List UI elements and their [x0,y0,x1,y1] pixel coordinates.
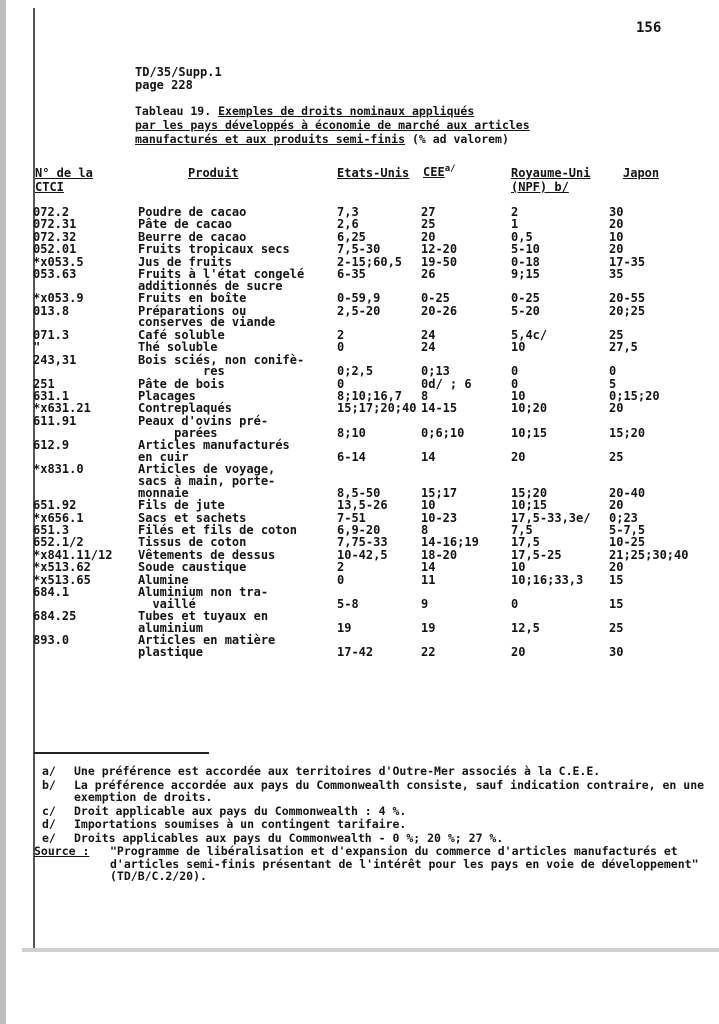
caption-title-part-2: par les pays développés à économie de marché aux articles [135,118,530,132]
product-cell: Jus de fruits [138,254,232,269]
table-caption [135,104,695,146]
footnote [34,779,714,804]
us-duty-cell: 19 [337,620,352,635]
uk-duty-cell: 0 [511,376,519,391]
scan-bottom-edge [22,948,719,952]
us-duty-cell: 2 [337,327,345,342]
footnote-text: Droit applicable aux pays du Commonwealth : 4 %. [74,803,407,818]
ctci-code-cell: 651.3 [33,523,70,538]
japan-duty-cell: 20-40 [609,485,646,500]
caption-line-2 [135,118,695,132]
product-cell: Articles manufacturés en cuir [138,438,290,464]
ctci-code-cell: *x053.5 [33,254,84,269]
cee-duty-cell: 12-20 [421,242,458,257]
product-cell: Sacs et sachets [138,510,247,525]
ctci-code-cell: 072.31 [33,217,77,232]
cee-duty-cell: 19-50 [421,254,458,269]
column-header-japan [623,166,659,180]
cee-duty-cell: 14-15 [421,401,458,416]
table-body [0,207,719,660]
table-row [0,413,719,440]
ctci-code-cell: 243,31 [33,352,77,367]
japan-duty-cell: 20 [609,217,624,232]
us-duty-cell: 6,9-20 [337,523,381,538]
ctci-code-cell: *x513.65 [33,572,91,587]
product-cell: Tissus de coton [138,535,247,550]
page-number: 156 [636,20,662,36]
uk-duty-cell: 0,5 [511,229,533,244]
cee-duty-cell: 24 [421,340,436,355]
japan-duty-cell: 0 [609,364,617,379]
footnote-text: Droits applicables aux pays du Commonwealth - 0 %; 20 %; 27 %. [74,830,504,845]
footnote-rule [34,752,209,754]
us-duty-cell: 8;10 [337,425,366,440]
us-duty-cell: 2,6 [337,217,359,232]
cee-duty-cell: 11 [421,572,436,587]
japan-duty-cell: 20 [609,498,624,513]
uk-header-line-1: Royaume-Uni [511,166,591,180]
uk-duty-cell: 17,5-33,3e/ [511,510,591,525]
us-duty-cell: 0;2,5 [337,364,374,379]
column-header-cee [423,162,456,179]
japan-duty-cell: 10 [609,229,624,244]
product-cell: Alumine [138,572,189,587]
japan-header-text: Japon [623,166,660,180]
japan-duty-cell: 15;20 [609,425,646,440]
ctci-code-cell: *x831.0 [33,462,84,477]
footnote-mark: b/ [42,777,56,792]
product-cell: Articles en matière plastique [138,633,276,660]
product-cell: Bois sciés, non conifè- res [138,352,305,379]
cee-duty-cell: 0-25 [421,291,450,306]
japan-duty-cell: 30 [609,645,624,660]
ctci-code-cell: *x656.1 [33,510,84,525]
japan-duty-cell: 5 [609,376,617,391]
uk-duty-cell: 15;20 [511,485,548,500]
uk-duty-cell: 0 [511,364,519,379]
uk-duty-cell: 5-20 [511,303,540,318]
caption-line-3 [135,132,695,146]
ctci-code-cell: 651.92 [33,498,77,513]
japan-duty-cell: 17-35 [609,254,646,269]
us-duty-cell: 13,5-26 [337,498,388,513]
cee-duty-cell: 14-16;19 [421,535,479,550]
japan-duty-cell: 30 [609,205,624,219]
table-row [0,403,719,415]
japan-duty-cell: 21;25;30;40 [609,547,689,562]
caption-unit: (% ad valorem) [405,132,509,146]
cee-duty-cell: 14 [421,449,436,464]
japan-duty-cell: 15 [609,596,624,611]
cee-duty-cell: 27 [421,205,436,219]
cee-footnote-mark: a/ [444,164,456,174]
ctci-header-line-1: N° de la [35,166,93,180]
footnote-text: Une préférence est accordée aux territoires d'Outre-Mer associés à la C.E.E. [74,764,601,778]
uk-duty-cell: 2 [511,205,519,219]
us-duty-cell: 0 [337,572,345,587]
us-duty-cell: 0 [337,376,345,391]
uk-duty-cell: 5,4c/ [511,327,548,342]
uk-duty-cell: 0 [511,596,519,611]
table-row [0,635,719,659]
product-cell: Préparations ou conserves de viande [138,303,276,330]
us-duty-cell: 17-42 [337,645,374,660]
uk-duty-cell: 20 [511,645,526,660]
product-cell: Fruits en boîte [138,291,247,306]
product-cell: Vêtements de dessus [138,547,276,562]
japan-duty-cell: 0;23 [609,510,638,525]
cee-duty-cell: 14 [421,560,436,575]
uk-duty-cell: 10 [511,560,526,575]
japan-duty-cell: 27,5 [609,340,638,355]
cee-duty-cell: 19 [421,620,436,635]
ctci-code-cell: 072.2 [33,205,70,219]
product-cell: Aluminium non tra- vaillé [138,584,269,611]
product-cell: Pâte de cacao [138,217,232,232]
product-cell: Fils de jute [138,498,225,513]
cee-duty-cell: 10 [421,498,436,513]
ctci-code-cell: 893.0 [33,633,70,648]
cee-header-text: CEE [423,165,445,179]
footnote-text: "Programme de libéralisation et d'expansion du commerce d'articles manufacturés et d'articles semi-finis présentant de l'intérêt pour les pays en voie de développement" (TD/B/C.2/20). [110,844,699,883]
uk-duty-cell: 1 [511,217,519,232]
caption-title-part-1: Exemples de droits nominaux appliqués [218,104,475,118]
product-cell: Café soluble [138,327,225,342]
uk-duty-cell: 5-10 [511,242,540,257]
uk-duty-cell: 9;15 [511,266,540,281]
source-note [34,845,714,883]
table-row [0,440,719,464]
product-cell: Fruits à l'état congelé additionnés de sucre [138,266,305,293]
us-duty-cell: 2,5-20 [337,303,381,318]
cee-duty-cell: 26 [421,266,436,281]
japan-duty-cell: 20 [609,560,624,575]
ctci-code-cell: 612.9 [33,438,70,453]
document-page-label: page 228 [135,78,193,92]
uk-duty-cell: 0-25 [511,291,540,306]
product-header-text: Produit [188,166,239,180]
japan-duty-cell: 0;15;20 [609,389,660,404]
footnote-text: Importations soumises à un contingent tarifaire. [74,817,407,831]
us-duty-cell: 8;10;16,7 [337,389,403,404]
table-row [0,266,719,293]
footnote-mark: c/ [42,803,56,818]
table-row [0,303,719,330]
japan-duty-cell: 10-25 [609,535,646,550]
cee-duty-cell: 20 [421,229,436,244]
product-cell: Fruits tropicaux secs [138,242,290,257]
cee-duty-cell: 10-23 [421,510,458,525]
us-duty-cell: 7,3 [337,205,359,219]
uk-duty-cell: 7,5 [511,523,533,538]
japan-duty-cell: 35 [609,266,624,281]
footnote-mark: e/ [42,830,56,845]
uk-duty-cell: 10;16;33,3 [511,572,584,587]
uk-duty-cell: 10;20 [511,401,548,416]
japan-duty-cell: 25 [609,620,624,635]
cee-duty-cell: 25 [421,217,436,232]
ctci-code-cell: 631.1 [33,389,70,404]
ctci-code-cell: *x053.9 [33,291,84,306]
product-cell: Placages [138,389,196,404]
japan-duty-cell: 15 [609,572,624,587]
ctci-code-cell: 611.91 [33,413,77,428]
column-header-uk [511,166,590,194]
caption-line-1 [135,104,695,118]
ctci-code-cell: " [33,340,41,355]
uk-duty-cell: 20 [511,449,526,464]
ctci-code-cell: 652.1/2 [33,535,84,550]
cee-duty-cell: 8 [421,523,429,538]
cee-duty-cell: 24 [421,327,436,342]
cee-duty-cell: 20-26 [421,303,458,318]
cee-duty-cell: 18-20 [421,547,458,562]
japan-duty-cell: 5-7,5 [609,523,646,538]
product-cell: Beurre de cacao [138,229,247,244]
japan-duty-cell: 20 [609,242,624,257]
product-cell: Peaux d'ovins pré- parées [138,413,269,440]
uk-duty-cell: 10;15 [511,425,548,440]
cee-duty-cell: 15;17 [421,485,458,500]
japan-duty-cell: 20-55 [609,291,646,306]
uk-header-line-2: (NPF) b/ [511,180,569,194]
footnote-mark: d/ [42,817,56,831]
footnote [34,818,714,831]
table-row [0,352,719,379]
ctci-code-cell: 071.3 [33,327,70,342]
us-duty-cell: 6-14 [337,449,366,464]
product-cell: Tubes et tuyaux en aluminium [138,609,269,635]
column-header-ctci [35,166,93,194]
cee-duty-cell: 0;6;10 [421,425,465,440]
product-cell: Filés et fils de coton [138,523,297,538]
table-row [0,342,719,354]
cee-duty-cell: 9 [421,596,429,611]
ctci-code-cell: *x631.21 [33,401,91,416]
ctci-code-cell: 052.01 [33,242,77,257]
cee-duty-cell: 0;13 [421,364,450,379]
us-duty-cell: 7,75-33 [337,535,388,550]
us-duty-cell: 2 [337,560,345,575]
uk-duty-cell: 17,5 [511,535,540,550]
cee-duty-cell: 0d/ ; 6 [421,376,472,391]
caption-title-part-3: manufacturés et aux produits semi-finis [135,132,406,146]
ctci-code-cell: *x841.11/12 [33,547,113,562]
ctci-code-cell: 053.63 [33,266,77,281]
uk-duty-cell: 0-18 [511,254,540,269]
product-cell: Thé soluble [138,340,218,355]
us-duty-cell: 7-51 [337,510,366,525]
us-header-text: Etats-Unis [337,166,410,180]
us-duty-cell: 5-8 [337,596,359,611]
product-cell: Pâte de bois [138,376,225,391]
product-cell: Contreplaqués [138,401,232,416]
product-cell: Poudre de cacao [138,205,247,219]
caption-prefix: Tableau 19. [135,104,219,118]
ctci-code-cell: *x513.62 [33,560,91,575]
footnote-mark: Source : [34,844,90,858]
footnotes [34,765,714,884]
document-reference [135,66,222,92]
us-duty-cell: 6,25 [337,229,366,244]
footnote [34,805,714,818]
cee-duty-cell: 22 [421,645,436,660]
ctci-code-cell: 684.25 [33,609,77,624]
column-header-us [337,166,409,180]
product-cell: Articles de voyage, sacs à main, porte- monnaie [138,462,276,500]
document-symbol: TD/35/Supp.1 [135,65,222,79]
ctci-header-line-2: CTCI [35,180,64,194]
us-duty-cell: 0 [337,340,345,355]
ctci-code-cell: 013.8 [33,303,70,318]
product-cell: Soude caustique [138,560,247,575]
us-duty-cell: 2-15;60,5 [337,254,403,269]
us-duty-cell: 0-59,9 [337,291,381,306]
table-row [0,611,719,635]
uk-duty-cell: 10;15 [511,498,548,513]
japan-duty-cell: 20;25 [609,303,646,318]
us-duty-cell: 8,5-50 [337,485,381,500]
us-duty-cell: 15;17;20;40 [337,401,417,416]
us-duty-cell: 6-35 [337,266,366,281]
cee-duty-cell: 8 [421,389,429,404]
japan-duty-cell: 20 [609,401,624,416]
uk-duty-cell: 17,5-25 [511,547,562,562]
us-duty-cell: 7,5-30 [337,242,381,257]
japan-duty-cell: 25 [609,327,624,342]
footnote [34,832,714,845]
footnote [34,765,714,778]
table-row [0,464,719,500]
footnote-text: La préférence accordée aux pays du Commonwealth consiste, sauf indication contraire, en une exemption de droits. [74,777,705,804]
uk-duty-cell: 12,5 [511,620,540,635]
ctci-code-cell: 072.32 [33,229,77,244]
table-row [0,572,719,587]
uk-duty-cell: 10 [511,340,526,355]
ctci-code-cell: 684.1 [33,584,70,599]
uk-duty-cell: 10 [511,389,526,404]
table-row [0,584,719,611]
ctci-code-cell: 251 [33,376,55,391]
footnote-mark: a/ [42,764,56,778]
us-duty-cell: 10-42,5 [337,547,388,562]
column-header-product [188,166,239,180]
japan-duty-cell: 25 [609,449,624,464]
